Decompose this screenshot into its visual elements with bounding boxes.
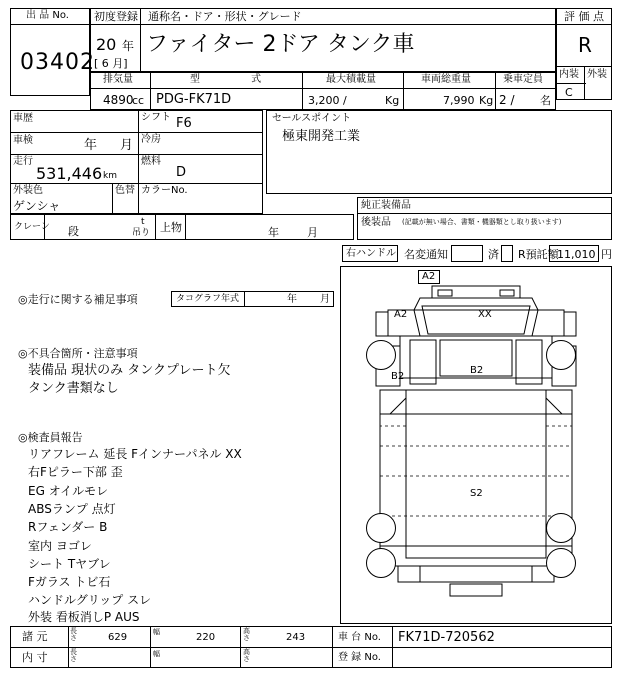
aftermarket-label: 後装品 — [361, 217, 391, 228]
model-name: ファイター 2ドア タンク車 — [146, 32, 415, 57]
name-change-box — [451, 245, 483, 262]
inspector-line: シート Tヤブレ — [28, 557, 111, 571]
interior-label: 内装 — [559, 69, 579, 80]
tachograph-month: 月 — [320, 294, 330, 305]
fuel-value: D — [176, 165, 187, 180]
inspection-month: 月 — [120, 138, 134, 153]
crane-stage: 段 — [68, 225, 79, 238]
reg-year: 20 — [96, 35, 117, 54]
damage-mark: XX — [478, 309, 492, 320]
registration-label: 登 録 No. — [338, 652, 381, 663]
capacity-label: 乗車定員 — [503, 74, 543, 85]
cargo-height-label: 高さ — [243, 648, 250, 663]
height-value: 243 — [286, 632, 306, 643]
wheel-rear-right-2 — [546, 548, 576, 578]
inspector-line: ABSランプ 点灯 — [28, 502, 116, 516]
damage-mark: A2 — [394, 309, 408, 320]
cargo-length-label: 長さ — [70, 648, 77, 663]
rating-label: 評 価 点 — [564, 10, 604, 23]
color-change-label: 色替 — [115, 185, 135, 196]
chassis-label: 車 台 No. — [338, 632, 381, 643]
lift-year: 年 — [268, 226, 279, 239]
recycle-mark-box — [501, 245, 513, 262]
lift-label: 上物 — [160, 221, 182, 234]
defects-heading: ◎不具合箇所・注意事項 — [18, 347, 138, 360]
inspector-line: 右Fピラー下部 歪 — [28, 465, 123, 479]
rating-value: R — [578, 33, 592, 57]
gvw-unit: Kg — [479, 94, 494, 107]
fuel-label: 燃料 — [141, 156, 161, 167]
exterior-label: 外装 — [587, 69, 607, 80]
wheel-front-right — [546, 340, 576, 370]
inspector-line: Fガラス トビ石 — [28, 575, 111, 589]
wheel-rear-left — [366, 513, 396, 543]
chassis-value: FK71D-720562 — [398, 630, 495, 645]
width-value: 220 — [196, 632, 216, 643]
damage-mark: S2 — [470, 488, 483, 499]
inspection-year: 年 — [84, 138, 98, 153]
history-label: 車歴 — [13, 113, 33, 124]
supplementary-heading: ◎走行に関する補足事項 — [18, 293, 138, 306]
displacement-value: 4890 — [103, 93, 134, 107]
genuine-equipment-label: 純正装備品 — [361, 200, 411, 211]
name-change-label: 名変通知 — [404, 248, 448, 261]
length-label: 長さ — [70, 627, 77, 642]
wheel-rear-left-2 — [366, 548, 396, 578]
aftermarket-note: (記載が無い場合、書類・機器類とし取り扱います) — [402, 218, 562, 226]
type-label: 型 式 — [190, 74, 286, 85]
max-load-label: 最大積載量 — [326, 74, 376, 85]
recycle-value: 11,010 — [557, 248, 596, 261]
inspector-line: 室内 ヨゴレ — [28, 539, 92, 553]
capacity-unit: 名 — [540, 94, 551, 107]
crane-ton-bottom: 吊り — [132, 228, 151, 238]
shift-label: シフト — [141, 112, 171, 123]
first-reg-label: 初度登録 — [94, 10, 138, 23]
inspector-line: ハンドルグリップ スレ — [28, 593, 152, 607]
max-load-unit: Kg — [385, 94, 400, 107]
gvw-value: 7,990 — [443, 94, 475, 107]
reg-month: [ 6 月] — [94, 57, 128, 70]
length-value: 629 — [108, 632, 128, 643]
interior-value: C — [565, 86, 573, 99]
crane-label: クレーン — [14, 222, 50, 232]
cargo-width-label: 幅 — [153, 650, 160, 658]
inspector-line: Rフェンダー B — [28, 520, 108, 534]
inspector-line: 外装 看板消しP AUS — [28, 610, 140, 624]
color-number-label: カラーNo. — [141, 185, 188, 196]
wheel-rear-right — [546, 513, 576, 543]
model-heading: 通称名・ドア・形状・グレード — [148, 10, 302, 23]
crane-row — [10, 214, 354, 240]
tachograph-year: 年 — [287, 294, 297, 305]
max-load-value: 3,200 / — [308, 94, 347, 107]
recycle-mark: 済 — [488, 248, 499, 261]
height-label: 高さ — [243, 627, 250, 642]
cargo-label: 内 寸 — [22, 651, 48, 664]
wheel-front-left — [366, 340, 396, 370]
inspector-line: EG オイルモレ — [28, 484, 109, 498]
tachograph-label: タコグラフ年式 — [176, 294, 240, 304]
mileage-label: 走行 — [13, 156, 33, 167]
sales-point-label: セールスポイント — [272, 113, 352, 124]
defect-line: 装備品 現状のみ タンクプレート欠 — [28, 363, 231, 378]
inspector-line: リアフレーム 延長 Fインナーパネル XX — [28, 447, 242, 461]
capacity-value: 2 / — [499, 93, 515, 107]
inspector-heading: ◎検査員報告 — [18, 431, 83, 444]
inspection-label: 車検 — [13, 135, 33, 146]
type-value: PDG-FK71D — [156, 92, 232, 107]
color-value: ゲンシャ — [13, 199, 61, 213]
recycle-label: R預託額 — [518, 248, 559, 261]
damage-mark: B2 — [391, 371, 405, 382]
lot-label: 出 品 No. — [26, 10, 69, 21]
displacement-unit: cc — [132, 94, 145, 107]
lift-month: 月 — [307, 226, 318, 239]
damage-mark: B2 — [470, 365, 484, 376]
sales-point-value: 極東開発工業 — [282, 129, 361, 144]
ac-label: 冷房 — [141, 134, 161, 145]
damage-mark: A2 — [422, 271, 436, 282]
crane-ton-top: t — [141, 217, 145, 227]
reg-year-unit: 年 — [122, 39, 135, 53]
width-label: 幅 — [153, 628, 160, 636]
shift-value: F6 — [176, 116, 192, 131]
recycle-unit: 円 — [601, 248, 612, 261]
gvw-label: 車両総重量 — [421, 74, 471, 85]
lot-number: 03402 — [20, 50, 95, 75]
mileage-unit: km — [103, 171, 117, 181]
mileage-value: 531,446 — [36, 164, 103, 183]
dims-label: 諸 元 — [22, 630, 48, 643]
displacement-label: 排気量 — [103, 74, 133, 85]
color-label: 外装色 — [13, 185, 43, 196]
defect-line: タンク書類なし — [28, 381, 119, 396]
rhd-label: 右ハンドル — [346, 248, 396, 259]
